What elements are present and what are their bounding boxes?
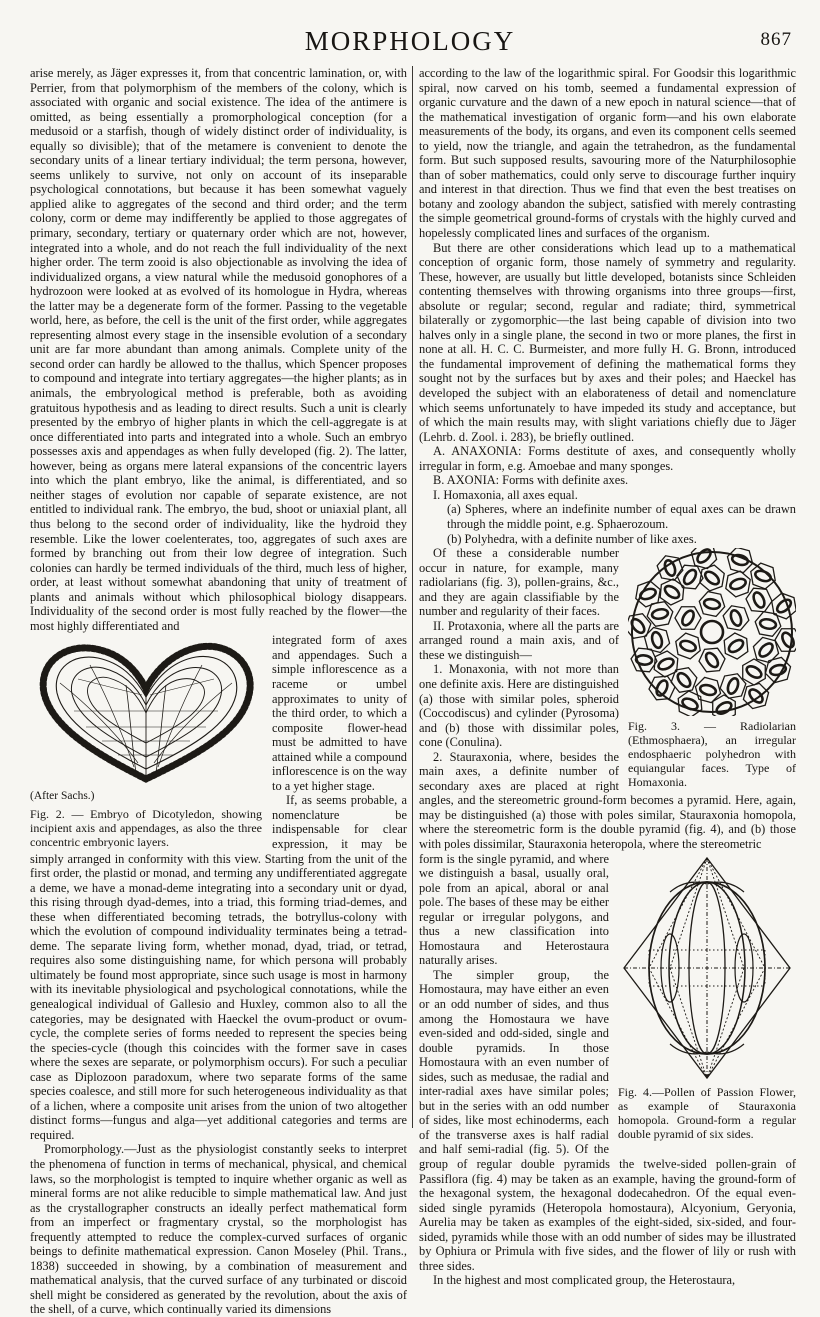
text-columns [30, 66, 796, 1317]
page-title: MORPHOLOGY [304, 26, 516, 56]
left-paragraph-flower: integrated form of axes and appendages. Such a simple inflorescence as a raceme or umbel approximates to unity of the third order, to which a composite flower-head must be admitted to have attained while a compound inflorescence is on the way to a yet higher stage. [272, 633, 407, 793]
right-paragraph-spiral: according to the law of the logarithmic spiral. For Goodsir this logarithmic spiral, now carved on his tomb, seemed a fundamental expression of organic curvature and the dawn of a new epoch in natural science—that of the mathematical investigation of organic form—and his own elaborate measurements of the body, its organs, and even its component cells seemed to yield, now the triangle, and again the tetrahedron, as the fundamental form. But such supposed results, savouring more of the Naturphilosophie than of sober mathematics, could only serve to discourage further inquiry and interest in that direction. Thus we find that even the best treatises on botany and zoology abandon the subject, satisfied with merely contrasting the simple geometrical ground-forms of crystals with the highly curved and hopelessly complicated lines and surfaces of the organism. [419, 66, 796, 241]
running-head [0, 26, 820, 60]
item-polyhedra: (b) Polyhedra, with a definite number of like axes. [447, 531, 697, 546]
figure-2 [30, 635, 262, 849]
figure-2-caption: Fig. 2. — Embryo of Dicotyledon, showing incipient axis and appendages, as also the three concentric embryonic layers. [30, 806, 262, 849]
right-column [419, 66, 796, 1288]
figure-2-credit: (After Sachs.) [30, 790, 95, 803]
right-paragraph-symmetry: But there are other considerations which lead up to a mathematical conception of organic form, those namely of symmetry and regularity. These, however, are usually but little developed, botanists since Schleiden contenting themselves with throwing organisms into three groups—first, absolute or regular; second, regular and radiate; third, symmetrical bilaterally or zygomorphic—the last being capable of division into two halves only in a single plane, the second in two or more planes, the first in none at all. H. C. C. Burmeister, and more fully H. G. Bronn, introduced the fundamental improvement of defining the mathematical forms they sought not by the surfaces but by axes and their poles; and Haeckel has developed the subject with an elaborateness of detail and nomenclature which seems unfortunately to have impeded its study and acceptance, but of which the main results may, with slight variations chiefly due to Jäger (Lehrb. d. Zool. i. 283), be briefly outlined. [419, 240, 796, 444]
item-stauraxonia: 2. Stauraxonia, where, besides the main axes, a definite number of secondary axes are placed at right angles, and the stereometric ground-form becomes a pyramid. Here, again, may be distinguished (a) those with poles similar, Stauraxonia homopola, where the stereometric form is the double pyramid (fig. 4), and (b) those with poles dissimilar, Stauraxonia heteropola, where the stereometric [419, 749, 796, 851]
passiflora-pollen-illustration [618, 854, 796, 1082]
item-protaxonia: II. Protaxonia, where all the parts are arranged round a main axis, and of these we distinguish— [419, 618, 619, 662]
left-paragraph-promorphology: Promorphology.—Just as the physiologist constantly seeks to interpret the phenomena of function in terms of mechanical, physical, and chemical laws, so the morphologist is tempted to inquire whether organic as well as mineral forms are not alike reducible to simple mathematical law. And just as the crystallographer constructs an ideally perfect mathematical form from an imperfect or fragmentary crystal, so the morphologist has frequently attempted to reduce the complex-curved surfaces of organic beings to definite mathematical expression. Canon Moseley (Phil. Trans., 1838) succeeded in showing, by a combination of measurement and mathematical analysis, that the curved surface of any turbinated or discoid shell might be considered as generated by the revolution, about the axis of the shell, of a curve, which continually varied its dimensions [30, 1142, 407, 1317]
left-column [30, 66, 407, 1317]
left-paragraph-continuation: arise merely, as Jäger expresses it, from that concentric lamination, or, with Perrier, from that polymorphism of the members of the colony, which is associated with organic and social existence. The idea of the antimere is omitted, as being essentially a promorphological conception (for a medusoid or a starfish, though of widely distinct order of individuality, is equally so divisible); that of the metamere is convenient to denote the secondary units of a linear tertiary individual; the term persona, however, seems unlikely to survive, not only on account of its inseparable psychological connotations, but because it has been somewhat vaguely applied alike to aggregates of the second and third order; and the term colony, corm or deme may indifferently be applied to those aggregates of primary, secondary, tertiary or quaternary order which are not, however, integrated into a whole, and do not reach the full individuality of the next higher order. The term zooid is also objectionable as involving the idea of individualized organs, a view natural while the medusoid gonophores of a hydrozoon were looked at as evolved of its homologue in Hydra, whereas the latter may be a degenerate form of the former. Passing to the vegetable world, here, as before, the cell is the unit of the first order, while aggregates representing almost every stage in the insensible evolution of a secondary unit are far more abundant than among animals. Complete unity of the second order can hardly be allowed to the thallus, which Spencer proposes to compound and integrate into tertiary aggregates—the higher plants; as in animals, the embryological method is preferable, both as avoiding gratuitous hypothesis and as leading to direct results. Such a unit is clearly presented by the embryo of higher plants in which the cell-aggregate is at once differentiated into parts and integrated into a whole. Such an embryo possesses axis and appendages as when fully developed (fig. 2). The latter, however, being as organs mere lateral expansions of the concentric layers into which the plant embryo, like the animal, is differentiated, and so neither stages of evolution nor capable of separate existence, are not entitled to individual rank. The embryo, the bud, shoot or uniaxial plant, all thus belong to the second order of individuality, like the hydroid they resemble. Like the lower coelenterates, too, aggregates of such axes are formed by branching out from their low degree of integration. Such colonies can hardly be termed individuals of the third, much less of higher, order, at least without somewhat abandoning that unity of treatment of plants and animals without which philosophical biology disappears. Individuality of the second order is most fully reached by the flower—the most highly differentiated and [30, 66, 407, 633]
column-divider-rule [412, 66, 413, 1128]
item-axonia: B. AXONIA: Forms with definite axes. [433, 473, 629, 488]
embryo-dicotyledon-illustration [30, 635, 262, 787]
item-monaxonia: 1. Monaxonia, with not more than one definite axis. Here are distinguished (a) those with similar poles, spheroid (Coccodiscus) and cylinder (Pyrosoma) and (b) those with dissimilar poles, cone (Conulina). [419, 662, 619, 750]
para-heterostaura: In the highest and most complicated group, the Heterostaura, [433, 1273, 736, 1288]
item-stauraxonia-continued: form is the single pyramid, and where we distinguish a basal, usually oral, pole from an apical, aboral or anal pole. The bases of these may be either regular or irregular polygons, and thus a new classification into Homostaura and Heterostaura naturally arises. [419, 851, 609, 968]
figure-3 [628, 548, 796, 789]
radiolarian-illustration [628, 548, 796, 716]
left-paragraph-nomenclature: If, as seems probable, a nomenclature be indispensable for clear expression, it may be simply arranged in conformity with this view. Starting from the unit of the first order, the plastid or monad, and terming any undifferentiated aggregate a deme, we have a monad-deme integrating into a secondary unit or dyad, this rising through dyad-demes, into a triad, this forming triad-demes, and these when differentiated becoming tetrads, the botryllus-colony with which the evolution of compound individuality terminates being a tetrad-deme. The separate living form, whether monad, dyad, triad, or tetrad, requires also some distinguishing name, for which persona will probably ultimately be found most appropriate, since such usage is most in harmony with its inevitable physiological and psychological connotations, while the genealogical individual of Gallesio and Huxley, common also to all the categories, may be designated with Haeckel the ovum-product or ovum-cycle, the complete series of forms needed to represent the species being the species-cycle (though this coincides with the former save in cases where the sexes are separate, or polymorphism occurs). For such a peculiar case as Diplozoon paradoxum, where two separate forms of the same species coalesce, and still more for such heterogeneous individuality as that of a lichen, where a composite unit arises from the union of two altogether distinct forms—fungus and alga—yet additional categories and terms are required. [30, 793, 407, 1142]
item-spheres: (a) Spheres, where an indefinite number of equal axes can be drawn through the middle point, e.g. Sphaerozoum. [447, 502, 796, 531]
figure-3-caption: Fig. 3. — Radiolarian (Ethmosphaera), an irregular endosphaeric polyhedron with equiangular faces. Type of Homaxonia. [628, 719, 796, 790]
para-homostaura: The simpler group, the Homostaura, may have either an even or an odd number of sides, and thus among the Homostaura we have even-sided and odd-sided, single and double pyramids. In those Homostaura with an even number of sides, such as medusae, the radial and inter-radial axes have similar poles; but in the series with an odd number of sides, like most echinoderms, each of the transverse axes is half radial and half semi-radial (fig. 5). Of the group of regular double pyramids the twelve-sided pollen-grain of Passiflora (fig. 4) may be taken as an example, having the ground-form of the hexagonal system, the hexagonal dodecahedron. Of the equal even-sided single pyramids (Heteropola homostaura), Alcyonium, Geryonia, Aurelia may be taken as examples of the eight-sided, six-sided, and four-sided, pyramids while those with an odd number of sides may be illustrated by Ophiura or Primula with five sides, and the flower of lily or rush with three sides. [419, 967, 796, 1273]
page-number: 867 [760, 29, 792, 50]
item-homaxonia: I. Homaxonia, all axes equal. [433, 487, 578, 502]
para-of-these: Of these a considerable number occur in nature, for example, many radiolarians (fig. 3), pollen-grains, &c., and they are again classifiable by the number and regularity of their faces. [419, 546, 619, 619]
item-anaxonia: A. ANAXONIA: Forms destitute of axes, and consequently wholly irregular in form, e.g. Amoebae and many sponges. [419, 444, 796, 473]
figure-4 [618, 854, 796, 1141]
figure-4-caption: Fig. 4.—Pollen of Passion Flower, as example of Stauraxonia homopola. Ground-form a regular double pyramid of six sides. [618, 1084, 796, 1141]
